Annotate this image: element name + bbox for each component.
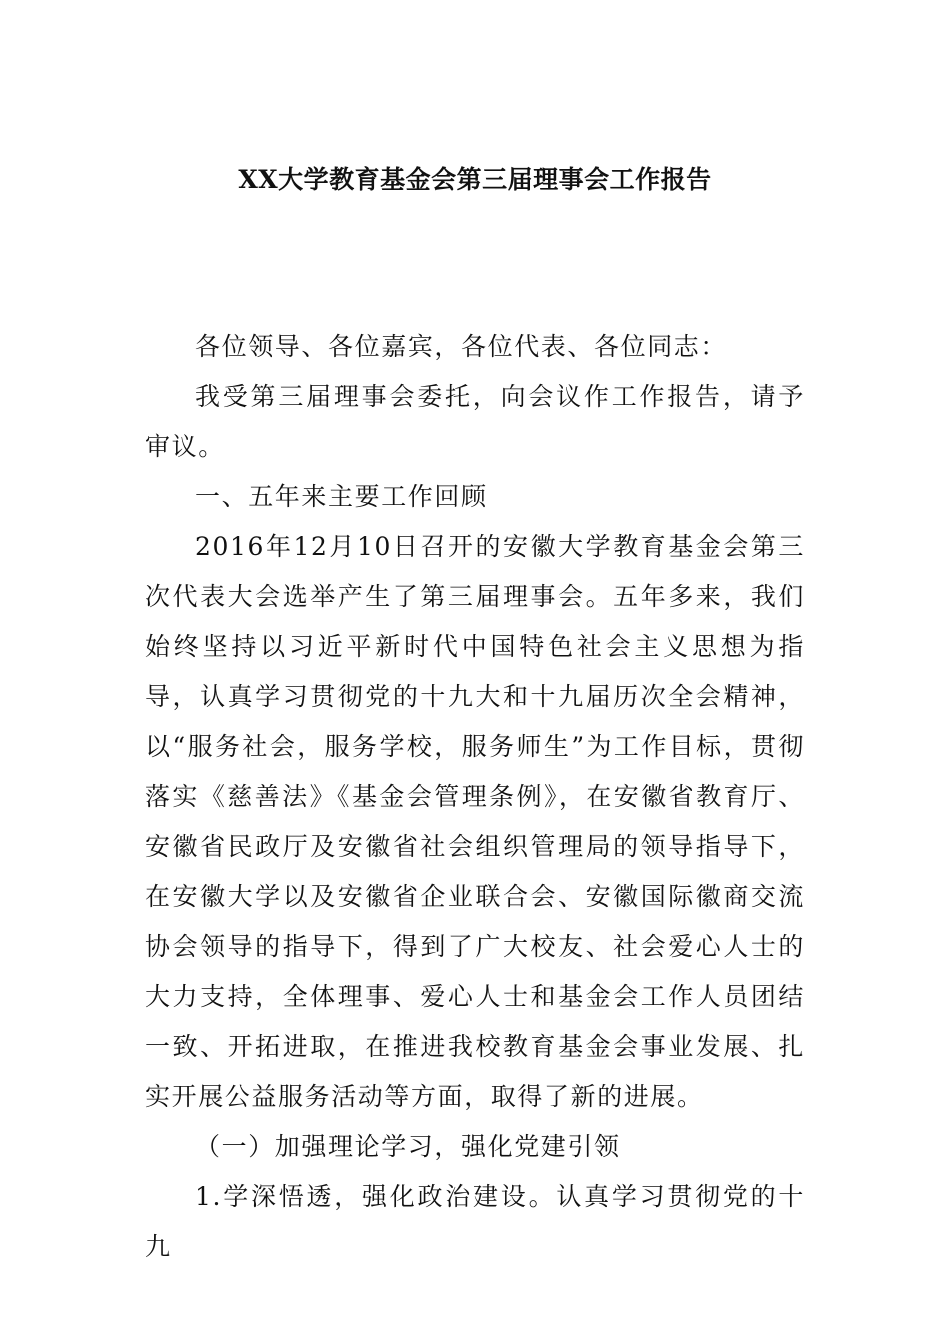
review-paragraph: 2016年12月10日召开的安徽大学教育基金会第三次代表大会选举产生了第三届理事会。五年多来，我们始终坚持以习近平新时代中国特色社会主义思想为指导，认真学习贯彻党的十九大和十九届历次全会精神，以“服务社会，服务学校，服务师生”为工作目标，贯彻落实《慈善法》《基金会管理条例》，在安徽省教育厅、安徽省民政厅及安徽省社会组织管理局的领导指导下，在安徽大学以及安徽省企业联合会、安徽国际徽商交流协会领导的指导下，得到了广大校友、社会爱心人士的大力支持，全体理事、爱心人士和基金会工作人员团结一致、开拓进取，在推进我校教育基金会事业发展、扎实开展公益服务活动等方面，取得了新的进展。 — [145, 532, 805, 1111]
section-heading: 一、五年来主要工作回顾 — [195, 482, 488, 511]
subsection-heading: （一）加强理论学习，强化党建引领 — [195, 1132, 621, 1161]
item-paragraph: 1.学深悟透，强化政治建设。认真学习贯彻党的十九 — [145, 1182, 805, 1261]
document-body — [145, 322, 805, 1272]
salutation-paragraph: 各位领导、各位嘉宾，各位代表、各位同志： — [195, 332, 728, 361]
document-title: XX大学教育基金会第三届理事会工作报告 — [238, 165, 712, 194]
opening-paragraph: 我受第三届理事会委托，向会议作工作报告，请予审议。 — [145, 382, 805, 461]
